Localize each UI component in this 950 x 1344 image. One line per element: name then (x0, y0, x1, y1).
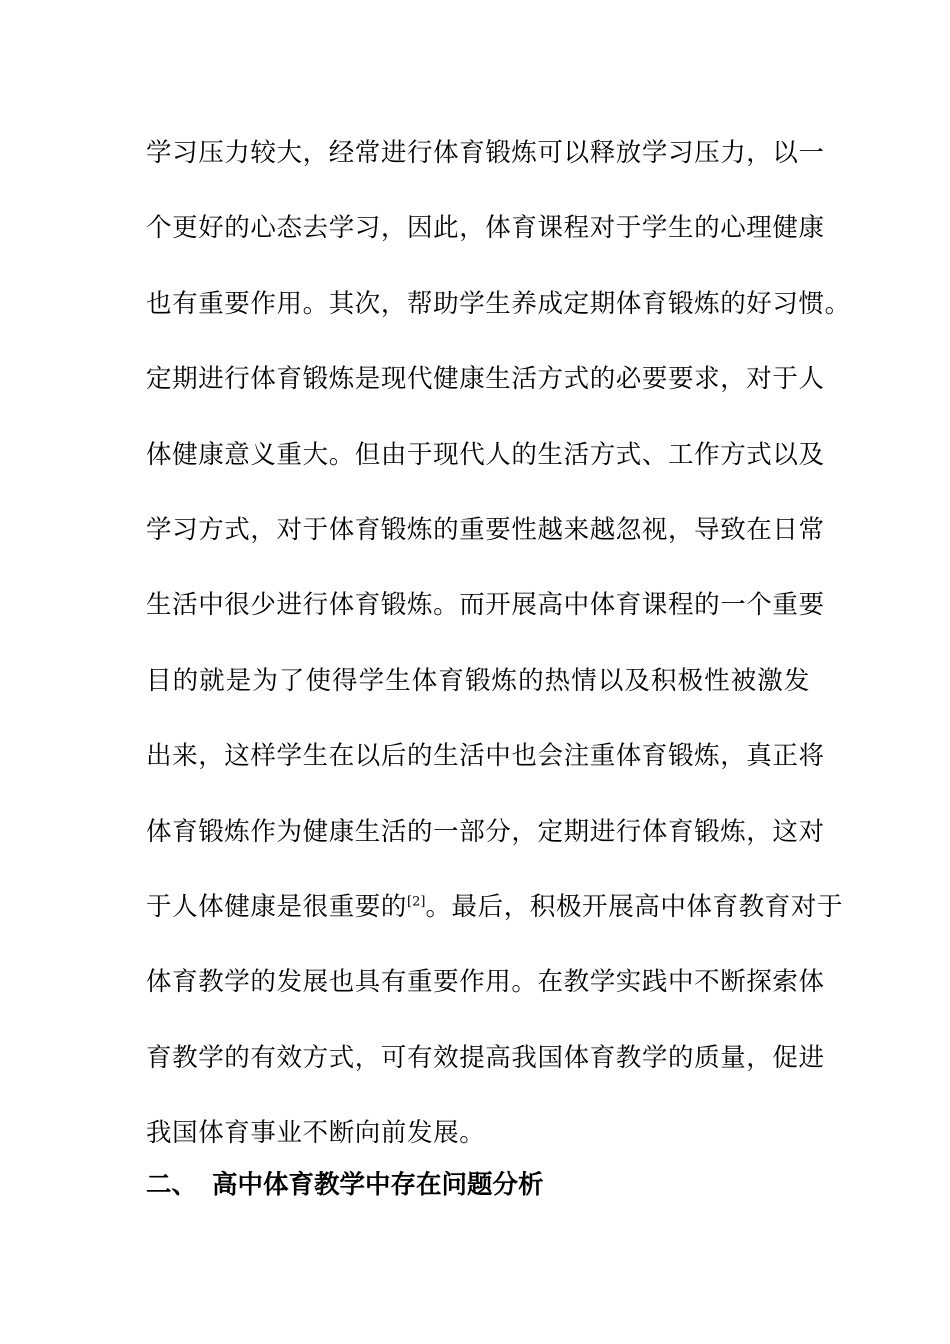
paragraph-line: 也有重要作用。其次，帮助学生养成定期体育锻炼的好习惯。 (146, 288, 851, 319)
line-text-before-citation: 于人体健康是很重要的 (146, 891, 408, 922)
paragraph-line: 体育教学的发展也具有重要作用。在教学实践中不断探索体 (146, 967, 825, 998)
paragraph-line: 出来，这样学生在以后的生活中也会注重体育锻炼，真正将 (146, 741, 825, 772)
paragraph-line: 目的就是为了使得学生体育锻炼的热情以及积极性被激发 (146, 665, 810, 696)
paragraph-line: 生活中很少进行体育锻炼。而开展高中体育课程的一个重要 (146, 590, 825, 621)
body-paragraph (146, 128, 851, 1183)
paragraph-line: 体健康意义重大。但由于现代人的生活方式、工作方式以及 (146, 439, 825, 470)
paragraph-line: 定期进行体育锻炼是现代健康生活方式的必要要求，对于人 (146, 364, 825, 395)
paragraph-line: 个更好的心态去学习，因此，体育课程对于学生的心理健康 (146, 213, 825, 244)
section-number: 二、 (146, 1170, 198, 1200)
paragraph-line-with-citation (146, 882, 844, 957)
paragraph-line: 体育锻炼作为健康生活的一部分，定期进行体育锻炼，这对 (146, 816, 825, 847)
paragraph-line: 学习方式，对于体育锻炼的重要性越来越忽视，导致在日常 (146, 514, 825, 545)
line-text-after-citation: 。最后，积极开展高中体育教育对于 (425, 891, 844, 922)
citation-reference: [2] (407, 894, 426, 910)
section-title: 高中体育教学中存在问题分析 (212, 1170, 544, 1200)
section-heading (146, 1160, 544, 1210)
paragraph-line: 学习压力较大，经常进行体育锻炼可以释放学习压力，以一 (146, 138, 825, 168)
paragraph-line: 育教学的有效方式，可有效提高我国体育教学的质量，促进 (146, 1042, 825, 1073)
paragraph-line: 我国体育事业不断向前发展。 (146, 1118, 486, 1149)
